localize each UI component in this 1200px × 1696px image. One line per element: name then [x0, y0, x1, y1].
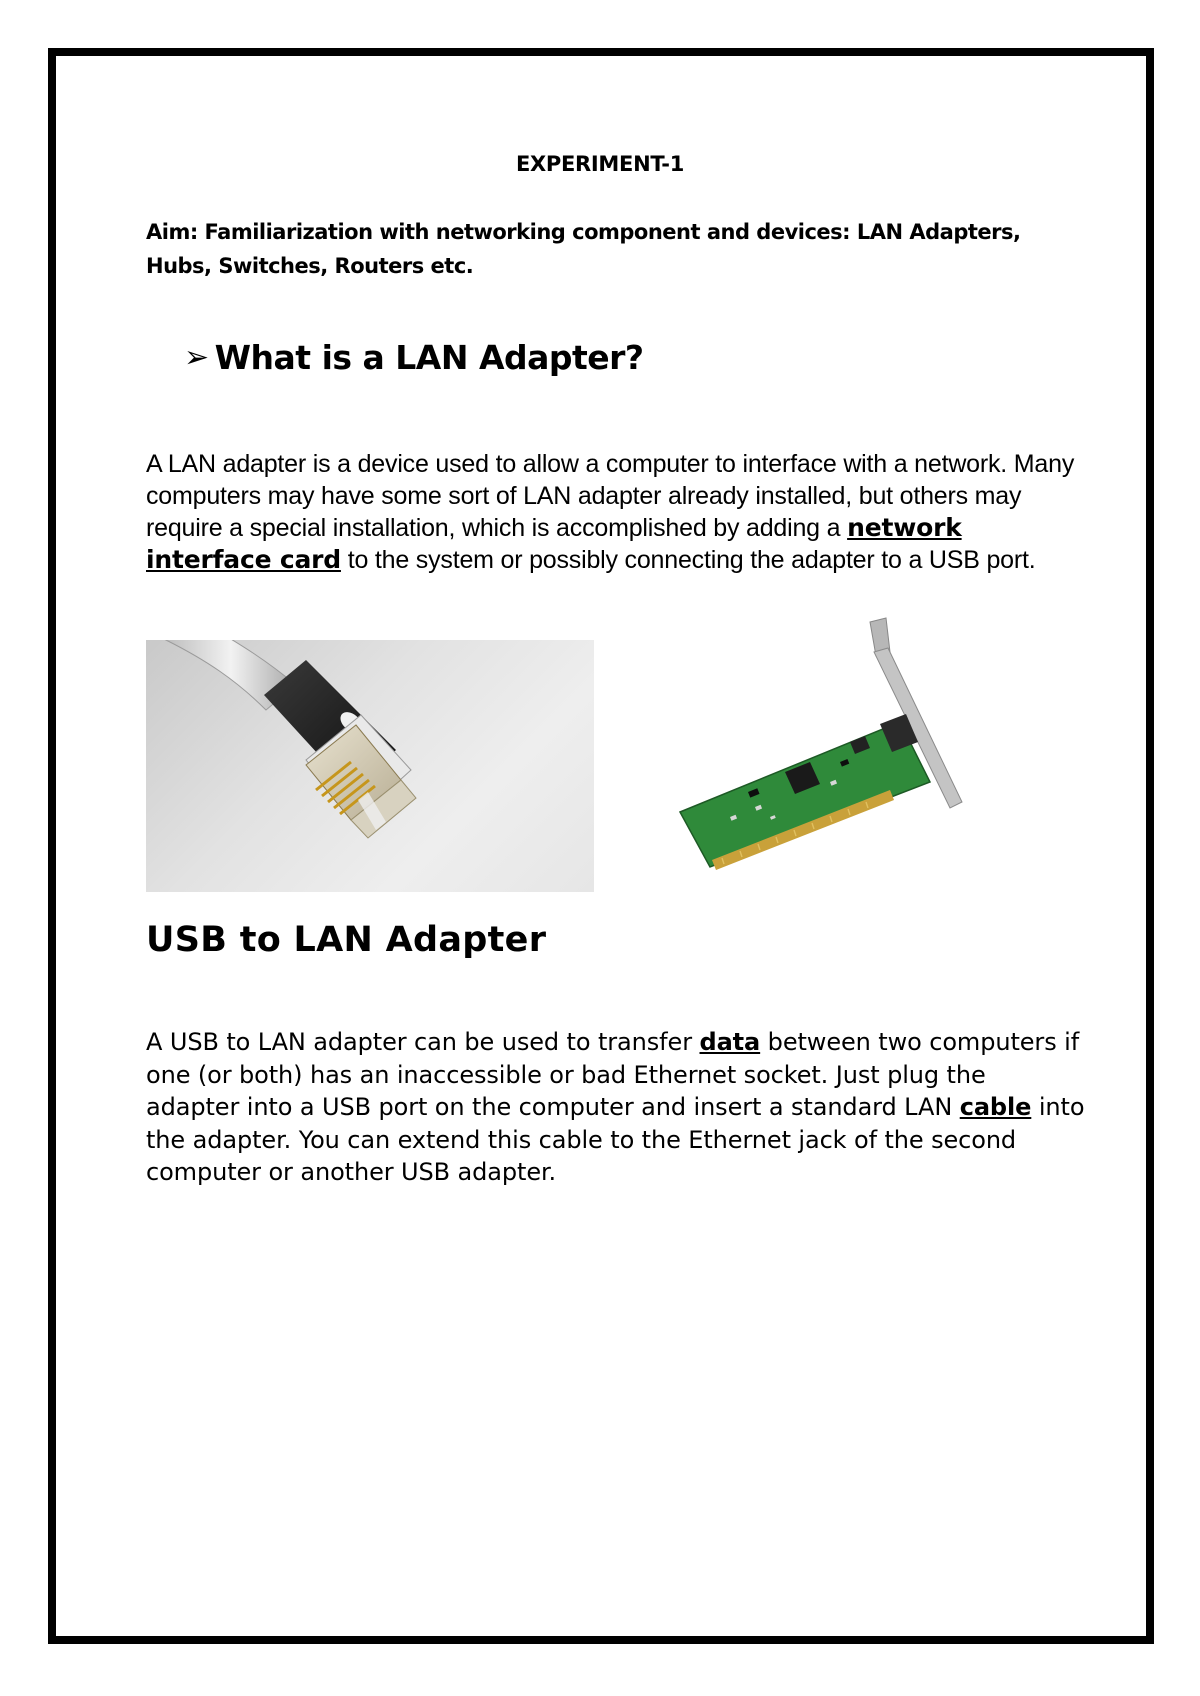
network-interface-card-image	[660, 612, 980, 892]
usb-to-lan-heading: USB to LAN Adapter	[146, 920, 547, 960]
section-heading-lan-adapter	[184, 338, 644, 377]
arrow-bullet-icon: ➢	[184, 340, 209, 375]
usb-to-lan-paragraph	[146, 1026, 1086, 1189]
paragraph-text: A USB to LAN adapter can be used to transfer	[146, 1028, 700, 1056]
page-title: EXPERIMENT-1	[515, 152, 685, 176]
paragraph-text: to the system or possibly connecting the adapter to a USB port.	[340, 546, 1036, 574]
paragraph-text: A LAN adapter is a device used to allow a computer to interface with a network. Many computers may have some sort of LAN adapter already installed, but others may require a special installation, which is accomplished by adding a	[146, 450, 1075, 542]
section-heading-text: What is a LAN Adapter?	[214, 338, 644, 377]
aim-statement: Aim: Familiarization with networking component and devices: LAN Adapters, Hubs, Switches, Routers etc.	[146, 220, 1021, 278]
nic-illustration	[660, 612, 980, 892]
network-interface-card-link[interactable]: network interface card	[146, 513, 962, 574]
cable-link[interactable]: cable	[959, 1093, 1032, 1121]
lan-adapter-paragraph	[146, 448, 1076, 576]
ethernet-cable-illustration	[146, 640, 594, 892]
ethernet-cable-image	[146, 640, 594, 892]
paragraph-text: between two computers if one (or both) has an inaccessible or bad Ethernet socket. Just plug the adapter into a USB port on the computer and insert a standard LAN	[146, 1028, 1080, 1121]
data-link[interactable]: data	[699, 1028, 761, 1056]
paragraph-text: into the adapter. You can extend this cable to the Ethernet jack of the second computer or another USB adapter.	[146, 1093, 1085, 1186]
